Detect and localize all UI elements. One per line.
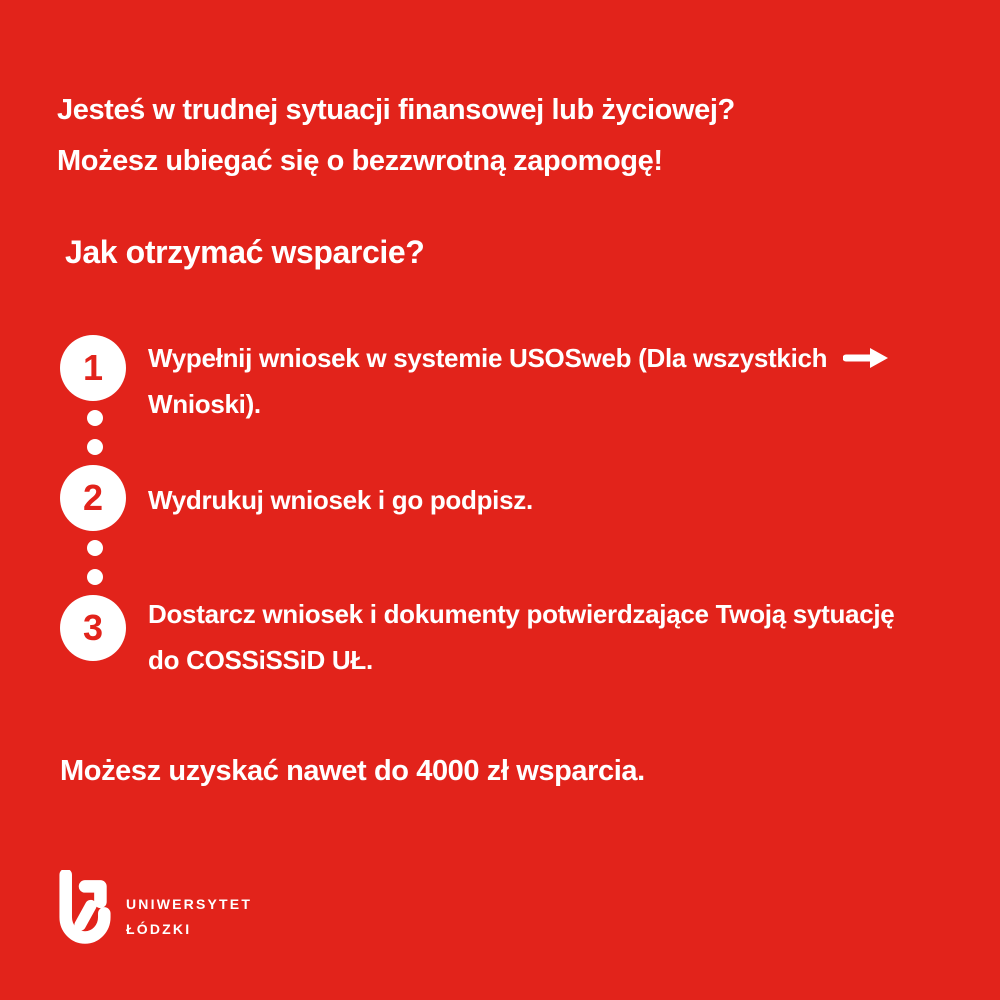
step-2-number: 2 [82, 477, 104, 518]
university-logo-wordmark [126, 892, 252, 956]
header-line-2: Możesz ubiegać się o bezzwrotną zapomogę! [57, 145, 663, 177]
step-2-number-badge [60, 465, 126, 531]
step-3-text [148, 591, 894, 683]
connector-dot [87, 569, 103, 585]
header-question [57, 85, 735, 187]
step-2-text [148, 477, 533, 523]
footer-logo [56, 870, 252, 956]
section-title: Jak otrzymać wsparcie? [65, 234, 425, 270]
university-logo-icon [56, 870, 114, 956]
connector-dot [87, 410, 103, 426]
step-1-line-1: Wypełnij wniosek w systemie USOSweb (Dla wszystkich [148, 343, 828, 373]
connector-dot [87, 540, 103, 556]
arrow-right-icon [843, 347, 889, 369]
logo-line-2: ŁÓDZKI [126, 921, 192, 937]
support-amount-note: Możesz uzyskać nawet do 4000 zł wsparcia. [60, 755, 645, 787]
step-3-number-badge [60, 595, 126, 661]
step-3-line-2: do COSSiSSiD UŁ. [148, 645, 373, 675]
step-1-number-badge [60, 335, 126, 401]
step-1-line-2: Wnioski). [148, 389, 261, 419]
header-line-1: Jesteś w trudnej sytuacji finansowej lub życiowej? [57, 94, 735, 126]
step-2-line-1: Wydrukuj wniosek i go podpisz. [148, 485, 533, 515]
step-3-number: 3 [82, 607, 104, 648]
connector-dot [87, 439, 103, 455]
step-3-line-1: Dostarcz wniosek i dokumenty potwierdzające Twoją sytuację [148, 599, 895, 629]
step-1-number: 1 [82, 347, 104, 388]
step-1-text [148, 335, 889, 427]
logo-line-1: UNIWERSYTET [126, 896, 253, 912]
